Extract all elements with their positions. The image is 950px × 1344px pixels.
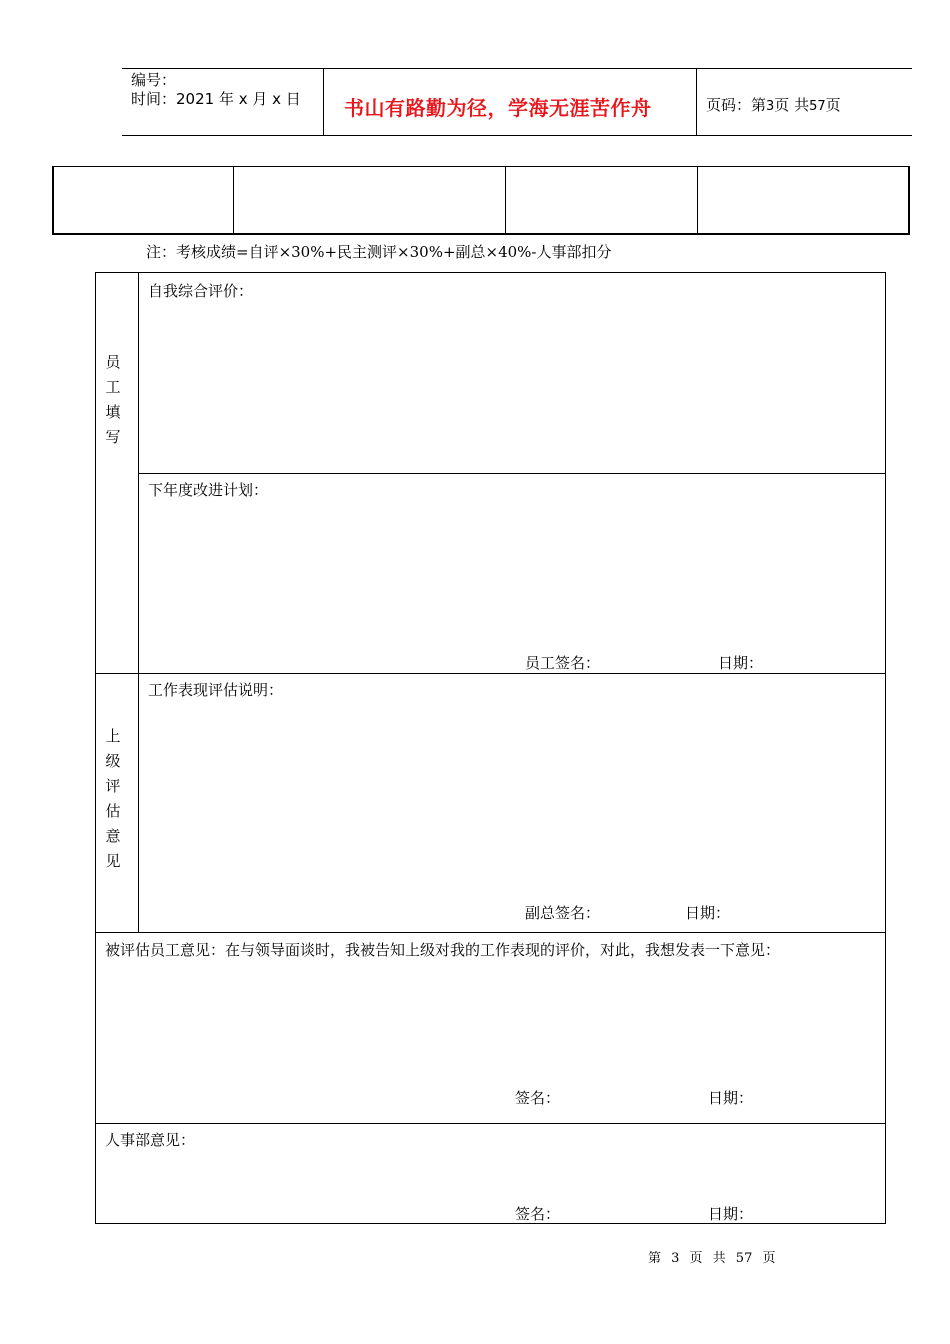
employee-supervisor-divider <box>96 673 886 674</box>
label-column-divider <box>138 273 139 932</box>
doc-time-label: 时间：2021 年 x 月 x 日 <box>131 90 301 108</box>
page-mid: 页 共 <box>774 96 810 114</box>
score-table-col-1 <box>233 167 234 233</box>
opinion-signature-label: 签名： <box>515 1089 561 1107</box>
score-table-col-3 <box>697 167 698 233</box>
hr-signature-label: 签名： <box>515 1205 561 1223</box>
page-footer: 第 3 页 共 57 页 <box>648 1251 776 1266</box>
employee-section-label: 员 工 填 写 <box>105 353 121 446</box>
opinion-hr-divider <box>96 1123 886 1124</box>
page-suffix: 页 <box>825 96 841 114</box>
performance-eval-label: 工作表现评估说明： <box>148 681 284 699</box>
vp-signature-label: 副总签名： <box>525 904 601 922</box>
page-prefix: 页码：第 <box>706 96 767 114</box>
score-table-fragment <box>52 166 910 235</box>
opinion-date-label: 日期： <box>708 1089 754 1107</box>
header-motto: 书山有路勤为径，学海无涯苦作舟 <box>344 96 652 120</box>
header-bottom-rule <box>122 135 912 136</box>
header-top-rule <box>122 68 912 69</box>
header-divider-2 <box>696 68 697 135</box>
self-eval-plan-divider <box>138 473 886 474</box>
supervisor-opinion-divider <box>96 932 886 933</box>
score-formula-note: 注：考核成绩=自评×30%+民主测评×30%+副总×40%-人事部扣分 <box>146 243 612 261</box>
evaluation-form <box>95 272 886 1224</box>
employee-date-label: 日期： <box>718 654 764 672</box>
doc-number-label: 编号： <box>131 71 177 89</box>
header-divider-1 <box>323 68 324 135</box>
hr-date-label: 日期： <box>708 1205 754 1223</box>
supervisor-section-label: 上 级 评 估 意 见 <box>105 727 121 870</box>
improvement-plan-label: 下年度改进计划： <box>148 481 269 499</box>
self-eval-label: 自我综合评价： <box>148 282 254 300</box>
page-current: 3 <box>766 99 775 114</box>
hr-opinion-label: 人事部意见： <box>105 1131 196 1149</box>
employee-signature-label: 员工签名： <box>525 654 601 672</box>
score-table-col-2 <box>505 167 506 233</box>
header-page-code <box>706 94 841 115</box>
page-total: 57 <box>809 99 826 114</box>
vp-date-label: 日期： <box>685 904 731 922</box>
employee-opinion-label: 被评估员工意见：在与领导面谈时，我被告知上级对我的工作表现的评价，对此，我想发表一下意见： <box>105 941 781 959</box>
